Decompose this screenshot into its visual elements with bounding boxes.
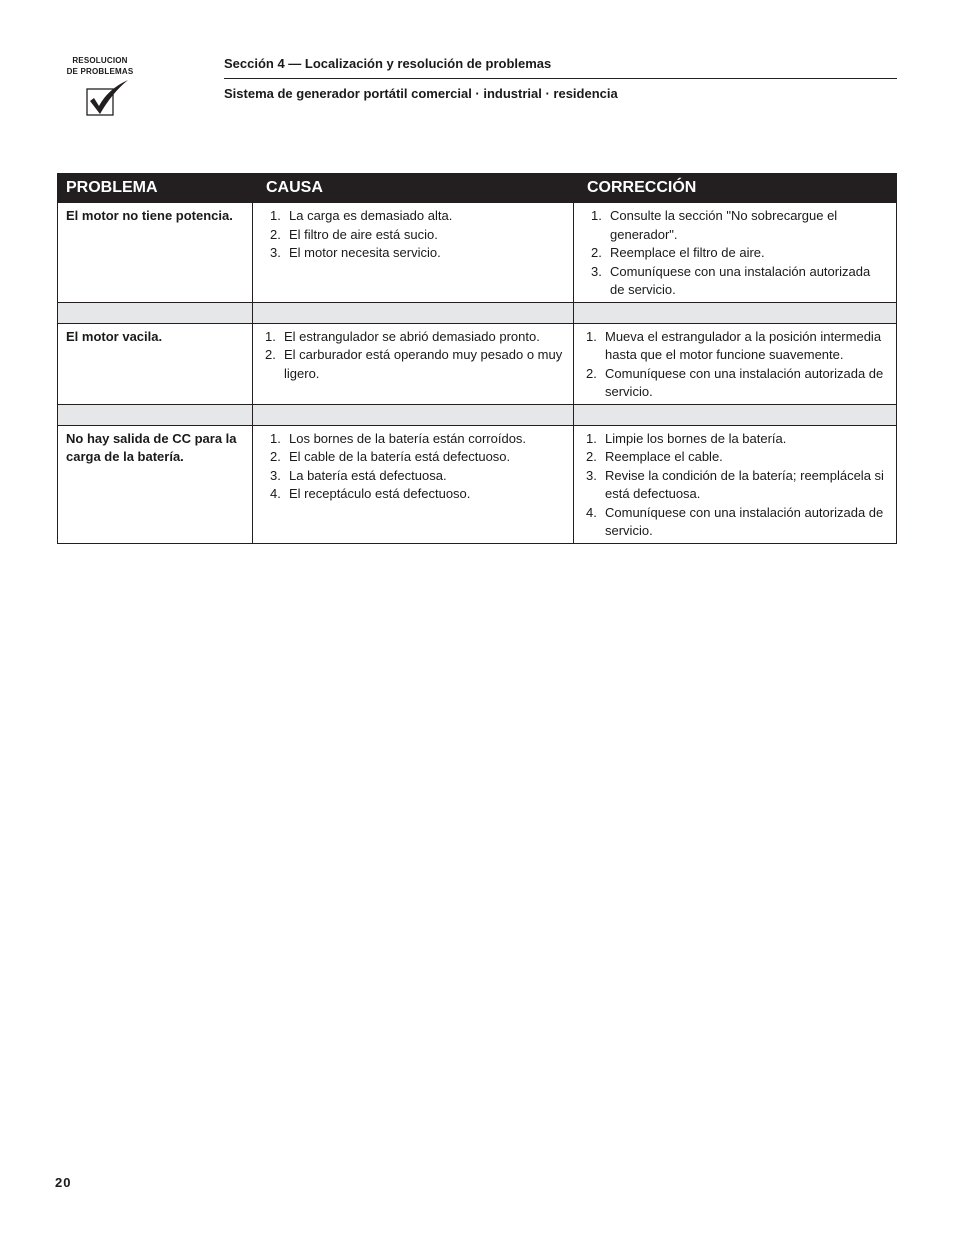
correction-cell	[574, 203, 897, 303]
section-title: Sección 4 — Localización y resolución de problemas	[224, 56, 552, 71]
list-item	[586, 448, 888, 467]
logo-label	[60, 55, 140, 77]
item-number: 2.	[265, 347, 276, 362]
cause-list	[261, 328, 565, 384]
item-text: El filtro de aire está sucio.	[289, 226, 438, 242]
item-text: Limpie los bornes de la batería.	[605, 430, 787, 446]
item-number: 3.	[270, 467, 281, 483]
item-text: El receptáculo está defectuoso.	[289, 486, 471, 501]
item-number: 3.	[586, 467, 597, 483]
list-item	[586, 430, 888, 449]
list-item	[586, 467, 888, 504]
list-item	[265, 346, 565, 383]
item-number: 4.	[270, 486, 281, 501]
table-row	[58, 323, 897, 404]
item-text: El cable de la batería está defectuoso.	[289, 449, 511, 464]
list-item	[586, 328, 888, 365]
section-subtitle: Sistema de generador portátil comercial · industrial · residencia	[224, 86, 618, 101]
correction-cell	[574, 323, 897, 404]
correction-list	[582, 430, 888, 541]
page-number: 20	[55, 1175, 72, 1190]
item-text: El motor necesita servicio.	[289, 245, 441, 260]
spacer-cell	[58, 302, 253, 323]
table-row	[58, 425, 897, 543]
item-number: 3.	[270, 245, 281, 260]
checkbox-check-icon	[86, 79, 130, 117]
item-number: 1.	[270, 430, 281, 446]
item-number: 1.	[591, 208, 602, 223]
correction-list	[582, 328, 888, 402]
list-item	[270, 467, 565, 486]
list-item	[270, 430, 565, 449]
list-item	[591, 263, 888, 300]
item-number: 2.	[270, 226, 281, 242]
cause-list	[266, 207, 565, 263]
list-item	[591, 207, 888, 244]
item-text: Comuníquese con una instalación autorizada de servicio.	[610, 263, 871, 297]
spacer-cell	[574, 404, 897, 425]
item-text: Comuníquese con una instalación autorizada de servicio.	[605, 365, 884, 399]
correction-list	[587, 207, 888, 300]
item-text: Consulte la sección "No sobrecargue el generador".	[610, 208, 838, 242]
column-header-problem: PROBLEMA	[58, 174, 253, 203]
list-item	[265, 328, 565, 347]
item-text: Reemplace el filtro de aire.	[610, 245, 765, 260]
spacer-cell	[253, 302, 574, 323]
list-item	[270, 485, 565, 504]
column-header-cause: CAUSA	[253, 174, 574, 203]
logo-line-2: DE PROBLEMAS	[66, 67, 134, 76]
spacer-cell	[574, 302, 897, 323]
table-row	[58, 203, 897, 303]
list-item	[270, 207, 565, 226]
list-item	[270, 244, 565, 263]
logo-line-1: RESOLUCION	[72, 56, 128, 65]
correction-cell	[574, 425, 897, 543]
spacer-row	[58, 302, 897, 323]
cause-cell	[253, 203, 574, 303]
cause-list	[266, 430, 565, 504]
problem-cell: El motor vacila.	[58, 323, 253, 404]
section-logo	[60, 55, 140, 77]
cause-cell	[253, 425, 574, 543]
item-number: 1.	[265, 328, 276, 344]
item-number: 2.	[586, 449, 597, 464]
item-text: El carburador está operando muy pesado o muy ligero.	[284, 347, 563, 381]
item-number: 1.	[270, 208, 281, 223]
item-text: El estrangulador se abrió demasiado pronto.	[284, 328, 540, 344]
item-text: La carga es demasiado alta.	[289, 208, 453, 223]
header-divider	[224, 78, 897, 79]
item-number: 2.	[591, 245, 602, 260]
list-item	[591, 244, 888, 263]
list-item	[586, 365, 888, 402]
item-text: Reemplace el cable.	[605, 449, 723, 464]
item-text: La batería está defectuosa.	[289, 467, 447, 483]
item-text: Los bornes de la batería están corroídos.	[289, 430, 527, 446]
problem-cell: No hay salida de CC para la carga de la batería.	[58, 425, 253, 543]
item-number: 1.	[586, 430, 597, 446]
spacer-row	[58, 404, 897, 425]
list-item	[586, 504, 888, 541]
item-text: Mueva el estrangulador a la posición intermedia hasta que el motor funcione suavemente.	[605, 328, 882, 362]
troubleshooting-table	[57, 173, 897, 544]
table-header-row	[58, 174, 897, 203]
problem-cell: El motor no tiene potencia.	[58, 203, 253, 303]
list-item	[270, 448, 565, 467]
spacer-cell	[253, 404, 574, 425]
list-item	[270, 226, 565, 245]
item-number: 2.	[586, 365, 597, 381]
item-number: 3.	[591, 263, 602, 279]
item-text: Revise la condición de la batería; reemplácela si está defectuosa.	[605, 467, 884, 501]
spacer-cell	[58, 404, 253, 425]
item-number: 2.	[270, 449, 281, 464]
item-text: Comuníquese con una instalación autorizada de servicio.	[605, 504, 884, 538]
item-number: 4.	[586, 504, 597, 520]
column-header-correction: CORRECCIÓN	[574, 174, 897, 203]
item-number: 1.	[586, 328, 597, 344]
cause-cell	[253, 323, 574, 404]
